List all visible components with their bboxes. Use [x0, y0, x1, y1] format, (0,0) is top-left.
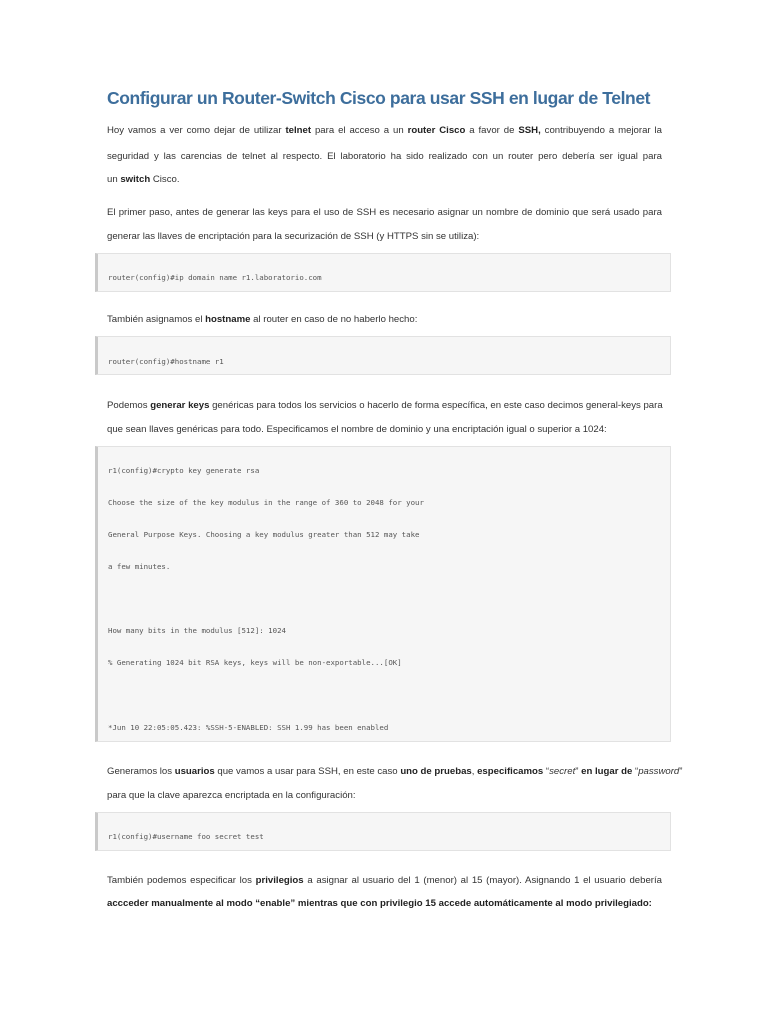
intro-line-2: seguridad y las carencias de telnet al respecto. El laboratorio ha sido realizado con un router pero debería ser igual para [107, 151, 662, 162]
step1-line-2: generar las llaves de encriptación para la securización de SSH (y HTTPS sin se utiliza): [107, 231, 480, 242]
telnet-keyword: telnet [285, 125, 312, 136]
code-line: r1(config)#username foo secret test [108, 832, 264, 841]
step2-line: También asignamos el hostname al router en caso de no haberlo hecho: [107, 314, 418, 325]
code-line: a few minutes. [108, 562, 171, 571]
code-block-domain [95, 253, 671, 292]
code-line: r1(config)#crypto key generate rsa [108, 466, 260, 475]
step5-line-2: accceder manualmente al modo “enable” mientras que con privilegio 15 accede automáticamente al modo privilegiado: [107, 898, 652, 909]
ssh-keyword: SSH, [518, 125, 541, 136]
uno-de-pruebas-keyword: uno de pruebas [400, 766, 472, 777]
code-line: *Jun 10 22:05:05.423: %SSH-5-ENABLED: SSH 1.99 has been enabled [108, 723, 389, 732]
step3-line-1: Podemos generar keys genéricas para todos los servicios o hacerlo de forma específica, en este caso decimos general-keys para [107, 400, 663, 411]
usuarios-keyword: usuarios [174, 766, 215, 777]
step5-line-1: También podemos especificar los privilegios a asignar al usuario del 1 (menor) al 15 (mayor). Asignando 1 el usuario debería [107, 875, 662, 886]
intro-line-1: Hoy vamos a ver como dejar de utilizar telnet para el acceso a un router Cisco a favor de SSH, contribuyendo a mejorar la [107, 125, 662, 136]
password-keyword: password [638, 766, 680, 777]
privilegios-keyword: privilegios [255, 875, 304, 886]
step1-line-1: El primer paso, antes de generar las keys para el uso de SSH es necesario asignar un nombre de dominio que será usado para [107, 207, 662, 218]
code-line: % Generating 1024 bit RSA keys, keys will be non-exportable...[OK] [108, 658, 402, 667]
code-line: router(config)#hostname r1 [108, 357, 224, 366]
step3-line-2: que sean llaves genéricas para todo. Especificamos el nombre de dominio y una encriptación igual o superior a 1024: [107, 424, 607, 435]
especificamos-keyword: especificamos [477, 766, 544, 777]
code-line: General Purpose Keys. Choosing a key modulus greater than 512 may take [108, 530, 420, 539]
secret-keyword: secret [549, 766, 576, 777]
code-block-crypto [95, 446, 671, 742]
generar-keys-keyword: generar keys [150, 400, 210, 411]
code-line: router(config)#ip domain name r1.laboratorio.com [108, 273, 322, 282]
router-cisco-keyword: router Cisco [407, 125, 466, 136]
hostname-keyword: hostname [205, 314, 251, 325]
page-title: Configurar un Router-Switch Cisco para usar SSH en lugar de Telnet [107, 88, 651, 108]
switch-keyword: switch [120, 174, 151, 185]
code-line: Choose the size of the key modulus in the range of 360 to 2048 for your [108, 498, 424, 507]
code-block-hostname [95, 336, 671, 375]
intro-line-3: un switch Cisco. [107, 174, 180, 185]
code-line: How many bits in the modulus [512]: 1024 [108, 626, 286, 635]
step4-line-2: para que la clave aparezca encriptada en la configuración: [107, 790, 356, 801]
code-block-username [95, 812, 671, 851]
en-lugar-de-keyword: en lugar de [581, 766, 633, 777]
step4-line-1: Generamos los usuarios que vamos a usar para SSH, en este caso uno de pruebas, especificamos “secret” en lugar de “password” [107, 766, 683, 777]
